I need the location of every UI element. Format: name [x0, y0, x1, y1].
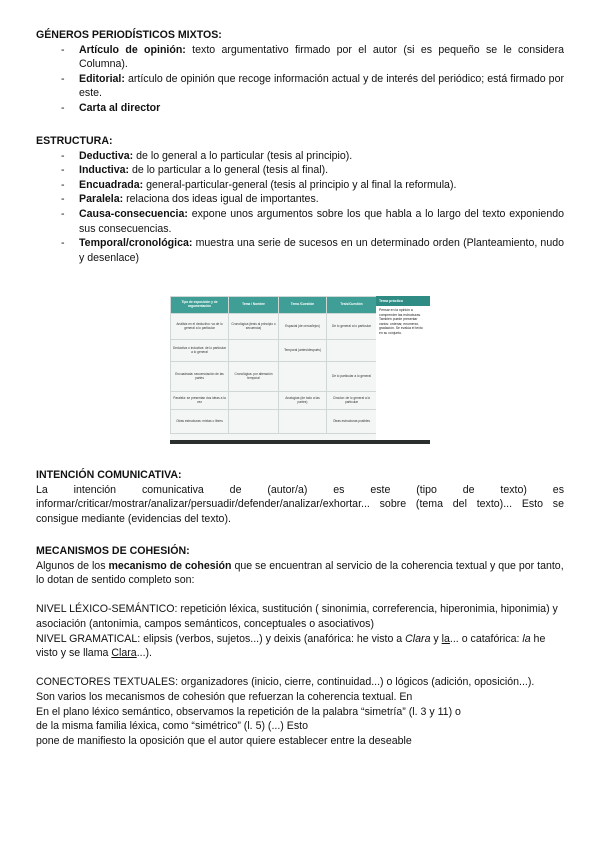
table-header: Tipo de exposición y de argumentación	[171, 297, 229, 314]
mecanismos-intro: Algunos de los mecanismo de cohesión que se encuentran al servicio de la coherencia textual y que por tanto, lo dotan de sentido completo son:	[36, 559, 564, 587]
list-item: - Artículo de opinión: texto argumentativo firmado por el autor (si es pequeño se le considera Columna).	[36, 43, 564, 72]
table-header: Tema /Cuestión	[279, 297, 327, 314]
list-item: - Editorial: artículo de opinión que recoge información actual y de interés del periódico; está firmado por este.	[36, 72, 564, 101]
heading-generos: GÉNEROS PERIODÍSTICOS MIXTOS:	[36, 29, 222, 41]
table-side-panel	[376, 296, 430, 440]
table-row: Otras estructuras: mixtas o libres Otras estructuras posibles	[171, 410, 377, 434]
heading-intencion: INTENCIÓN COMUNICATIVA:	[36, 469, 182, 481]
example-line: En el plano léxico semántico, observamos la repetición de la palabra “simetría” (l. 3 y 11) o	[36, 705, 461, 718]
estructura-list	[36, 149, 564, 266]
heading-mecanismos: MECANISMOS DE COHESIÓN:	[36, 545, 190, 557]
example-line: pone de manifiesto la oposición que el autor quiere establecer entre la deseable	[36, 734, 412, 747]
list-item: - Deductiva: de lo general a lo particular (tesis al principio).	[36, 149, 564, 164]
list-item: - Inductiva: de lo particular a lo general (tesis al final).	[36, 163, 564, 178]
list-item: - Encuadrada: general-particular-general (tesis al principio y al final la reformula).	[36, 178, 564, 193]
table-header: Tema / Nombre	[229, 297, 279, 314]
section-intencion	[36, 468, 564, 526]
section-generos	[36, 28, 564, 116]
list-item: - Carta al director	[36, 101, 564, 116]
table-header: Tesis/Cuestión	[327, 297, 377, 314]
table-row: Deductiva o inductiva: de lo particular a lo general Temporal (antes/después)	[171, 340, 377, 362]
table-row: Paralela: se presentan dos ideas a la vez Analogías (de todo a las partes) Circular: de lo general a lo particular	[171, 392, 377, 410]
estructura-table-image	[170, 296, 430, 444]
side-panel-text: Pensar en la opinión a comprender las estructuras. También puede presentar varios: ordenar, enumerar, gradación. Se evalúa el texto en su conjunto.	[379, 308, 423, 335]
table-row: Análisis en el deductivo: va de lo general a lo particular Cronológica (tesis al principio o secuencia) Espacial (de cerca/lejos) De lo general a lo particular	[171, 314, 377, 340]
image-bottom-bar	[170, 440, 430, 444]
estructura-table	[170, 296, 377, 434]
list-item: - Causa-consecuencia: expone unos argumentos sobre los que habla a lo largo del texto exponiendo sus consecuencias.	[36, 207, 564, 236]
nivel-lexico-text: NIVEL LÉXICO-SEMÁNTICO: repetición léxica, sustitución ( sinonimia, correferencia, hiperonimia, hiponimia) y asociación (antonimia, campos semánticos, conceptuales o asociativos)	[36, 603, 558, 630]
generos-list	[36, 43, 564, 116]
list-item: - Temporal/cronológica: muestra una serie de sucesos en un determinado orden (Planteamiento, nudo y desenlace)	[36, 236, 564, 265]
conectores-text: CONECTORES TEXTUALES: organizadores (inicio, cierre, continuidad...) o lógicos (adición, oposición...).	[36, 676, 535, 689]
intencion-text: La intención comunicativa de (autor/a) es este (tipo de texto) es informar/criticar/mostrar/analizar/persuadir/defender/analizar/exhortar... sobre (tema del texto)... Esto se consigue mediante (evidencias del texto).	[36, 483, 564, 525]
example-line: Son varios los mecanismos de cohesión que refuerzan la coherencia textual. En	[36, 690, 413, 703]
list-item: - Paralela: relaciona dos ideas igual de importantes.	[36, 192, 564, 207]
heading-estructura: ESTRUCTURA:	[36, 135, 113, 147]
nivel-gramatical-text: NIVEL GRAMATICAL: elipsis (verbos, sujetos...) y deixis (anafórica: he visto a Clara y la... o catafórica: la he visto y se llama Clara...).	[36, 632, 546, 660]
side-panel-title: Tema práctico	[376, 296, 430, 306]
section-estructura	[36, 134, 564, 265]
section-mecanismos	[36, 544, 564, 748]
table-row: Encuadrada: secuenciación de las partes Cronológica: por alteración temporal De lo particular a lo general	[171, 362, 377, 392]
example-line: de la misma familia léxica, como “simétrico” (l. 5) (...) Esto	[36, 720, 308, 733]
